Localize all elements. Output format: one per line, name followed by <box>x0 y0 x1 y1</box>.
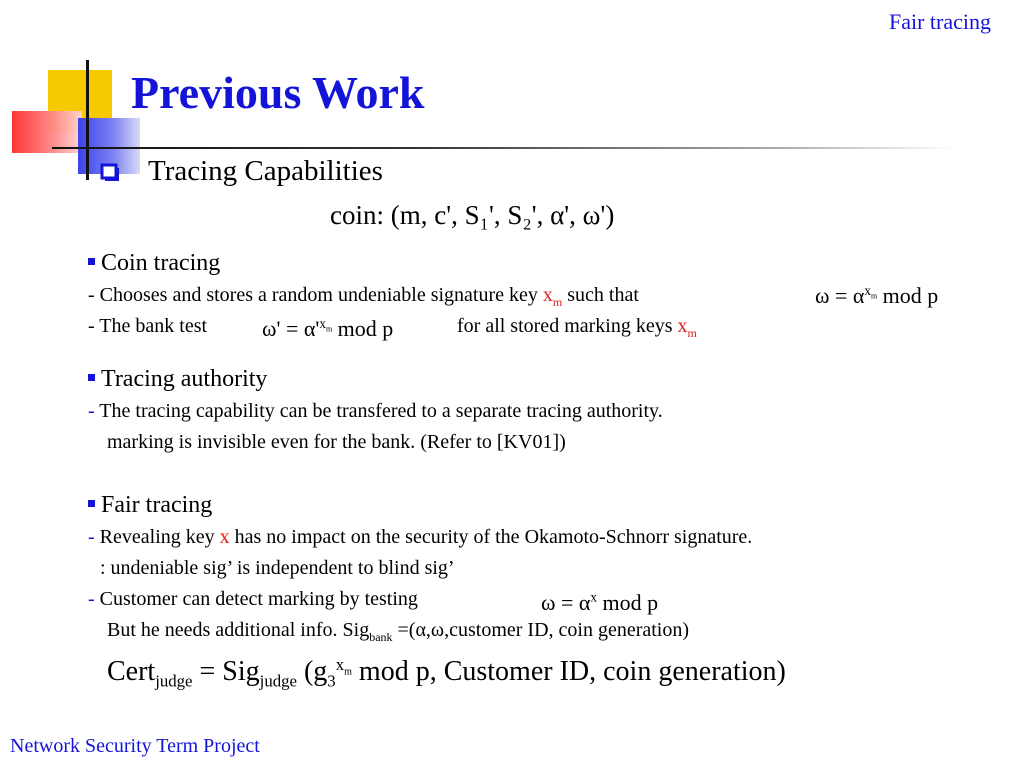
square-bullet-icon <box>88 500 95 507</box>
fair-tracing-line-4: But he needs additional info. Sig$_{bank}$ =(α,ω,customer ID, coin generation) <box>107 619 690 644</box>
section-heading: Fair tracing <box>101 492 213 518</box>
section-heading: Tracing authority <box>101 366 268 392</box>
slide-subtitle: Tracing Capabilities <box>148 155 383 187</box>
key-x: x <box>219 526 230 548</box>
checkbox-bullet-icon <box>100 163 120 183</box>
logo-vertical-line <box>86 60 89 180</box>
slide-title: Previous Work <box>131 67 425 118</box>
fair-tracing-line-1: - Revealing key x has no impact on the security of the Okamoto-Schnorr signature. <box>88 526 753 548</box>
footer-text: Network Security Term Project <box>10 735 260 757</box>
key-xm: $x_m$ <box>677 315 697 340</box>
tracing-authority-line-1 <box>88 400 663 423</box>
coin-formula: coin: (m, c', S₁', S₂', α', ω') <box>330 200 615 230</box>
dash-marker: - <box>88 588 95 610</box>
fair-tracing-line-3: - Customer can detect marking by testing <box>88 588 418 610</box>
cert-formula: Cert$_{judge}$ = Sig$_{judge}$ ($g_3^{x_m}$ mod p, Customer ID, coin generation) <box>107 654 786 691</box>
text-span: such that <box>562 284 639 306</box>
coin-tracing-line-1 <box>88 284 639 307</box>
section-heading: Coin tracing <box>101 250 221 276</box>
section-tracing-authority <box>88 366 267 393</box>
square-bullet-icon <box>88 374 95 381</box>
coin-tracing-line-2-prefix: - The bank test <box>88 315 208 337</box>
key-xm: $x_m$ <box>542 284 563 309</box>
equation-omega: $\omega = \alpha^{x_m}$ mod p <box>815 282 939 308</box>
tracing-authority-line-2: marking is invisible even for the bank. (Refer to [KV01]) <box>107 431 566 453</box>
dash-marker: - <box>88 400 95 422</box>
fair-tracing-line-2: : undeniable sig’ is independent to blind sig’ <box>100 557 455 579</box>
section-coin-tracing <box>88 250 220 277</box>
square-bullet-icon <box>88 258 95 265</box>
equation-omega-test: $\omega = \alpha^x$ mod p <box>541 589 659 615</box>
section-fair-tracing <box>88 492 212 519</box>
equation-omega-prime: $\omega' = \alpha'^{x_m}$ mod p <box>262 315 394 341</box>
dash-marker: - <box>88 526 95 548</box>
text-span: The tracing capability can be transfered to a separate tracing authority. <box>94 400 663 422</box>
title-divider <box>52 147 957 149</box>
header-topic: Fair tracing <box>888 9 991 34</box>
text-span: - Chooses and stores a random undeniable signature key <box>88 284 543 306</box>
coin-tracing-line-2-suffix: for all stored marking keys $x_m$ <box>457 315 697 340</box>
